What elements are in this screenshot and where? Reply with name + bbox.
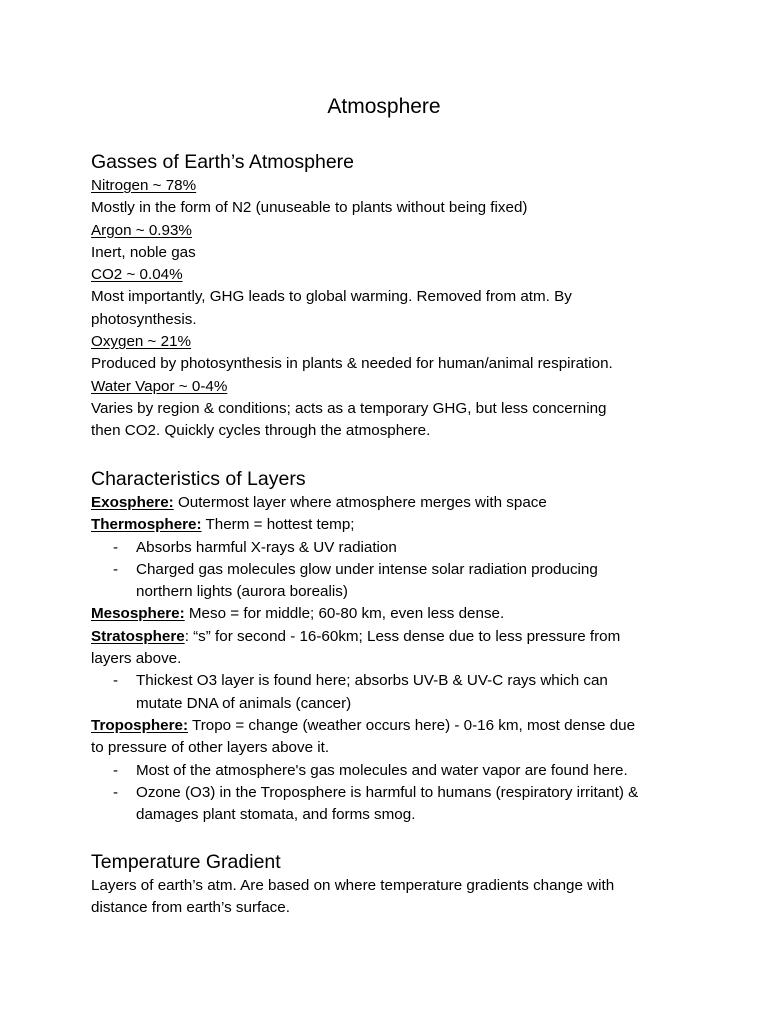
gradient-text-line-2: distance from earth’s surface. [91,899,290,917]
stratosphere-text-line-2: layers above. [91,650,182,668]
troposphere-term: Troposphere: [91,716,189,734]
stratosphere-term: Stratosphere [91,627,185,645]
mesosphere-term: Mesosphere: [91,605,185,623]
dash-bullet: - [113,560,119,578]
troposphere-text-line-1: Tropo = change (weather occurs here) - 0-16 km, most dense due [188,716,636,734]
dash-bullet: - [113,783,119,801]
bullet-text: Absorbs harmful X-rays & UV radiation [136,538,397,556]
layers-section [91,466,691,826]
mesosphere-text: Meso = for middle; 60-80 km, even less dense. [184,605,505,623]
gas-label-argon: Argon ~ 0.93% [91,221,192,239]
gas-label-water-vapor: Water Vapor ~ 0-4% [91,377,228,395]
thermosphere-entry [91,514,691,536]
thermosphere-text: Therm = hottest temp; [201,516,355,534]
gasses-section [91,149,691,443]
bullet-text-line-1: Charged gas molecules glow under intense solar radiation producing [136,560,598,578]
gas-desc-oxygen: Produced by photosynthesis in plants & needed for human/animal respiration. [91,355,613,373]
troposphere-text-line-2: to pressure of other layers above it. [91,739,330,757]
gradient-heading: Temperature Gradient [91,851,281,873]
exosphere-text: Outermost layer where atmosphere merges with space [173,494,547,511]
gas-desc-nitrogen: Mostly in the form of N2 (unuseable to plants without being fixed) [91,199,528,217]
gas-desc-argon: Inert, noble gas [91,243,196,261]
bullet-text-line-2: mutate DNA of animals (cancer) [136,694,352,712]
bullet-text-line-1: Ozone (O3) in the Troposphere is harmful to humans (respiratory irritant) & [136,783,639,801]
gradient-section [91,849,691,920]
list-item [91,670,691,715]
list-item [91,559,691,604]
gas-desc-co2-line-1: Most importantly, GHG leads to global warming. Removed from atm. By [91,288,572,306]
gasses-heading: Gasses of Earth’s Atmosphere [91,151,355,173]
layers-heading: Characteristics of Layers [91,468,306,490]
gas-label-oxygen: Oxygen ~ 21% [91,333,192,351]
exosphere-entry [91,492,691,514]
dash-bullet: - [113,761,119,779]
gas-desc-water-vapor-line-1: Varies by region & conditions; acts as a temporary GHG, but less concerning [91,399,607,417]
list-item [91,782,691,827]
bullet-text-line-1: Thickest O3 layer is found here; absorbs UV-B & UV-C rays which can [136,672,608,690]
stratosphere-entry [91,626,691,648]
gas-label-co2: CO2 ~ 0.04% [91,266,183,284]
gradient-text-line-1: Layers of earth’s atm. Are based on where temperature gradients change with [91,877,615,894]
bullet-text-line-2: northern lights (aurora borealis) [136,583,348,601]
document-title: Atmosphere [327,95,441,118]
exosphere-term: Exosphere: [91,494,174,511]
stratosphere-text-line-1: : “s” for second - 16-60km; Less dense due to less pressure from [184,627,621,645]
gas-label-nitrogen: Nitrogen ~ 78% [91,177,197,194]
list-item [91,760,691,782]
gas-desc-co2-line-2: photosynthesis. [91,310,197,328]
mesosphere-entry [91,603,691,625]
thermosphere-term: Thermosphere: [91,516,202,534]
bullet-text-line-2: damages plant stomata, and forms smog. [136,806,416,824]
troposphere-entry [91,715,691,737]
gas-desc-water-vapor-line-2: then CO2. Quickly cycles through the atmosphere. [91,422,431,440]
dash-bullet: - [113,672,119,690]
thermosphere-bullets [91,537,691,604]
dash-bullet: - [113,538,119,556]
troposphere-bullets [91,760,691,827]
stratosphere-bullets [91,670,691,715]
list-item [91,537,691,559]
bullet-text: Most of the atmosphere's gas molecules and water vapor are found here. [136,761,628,779]
